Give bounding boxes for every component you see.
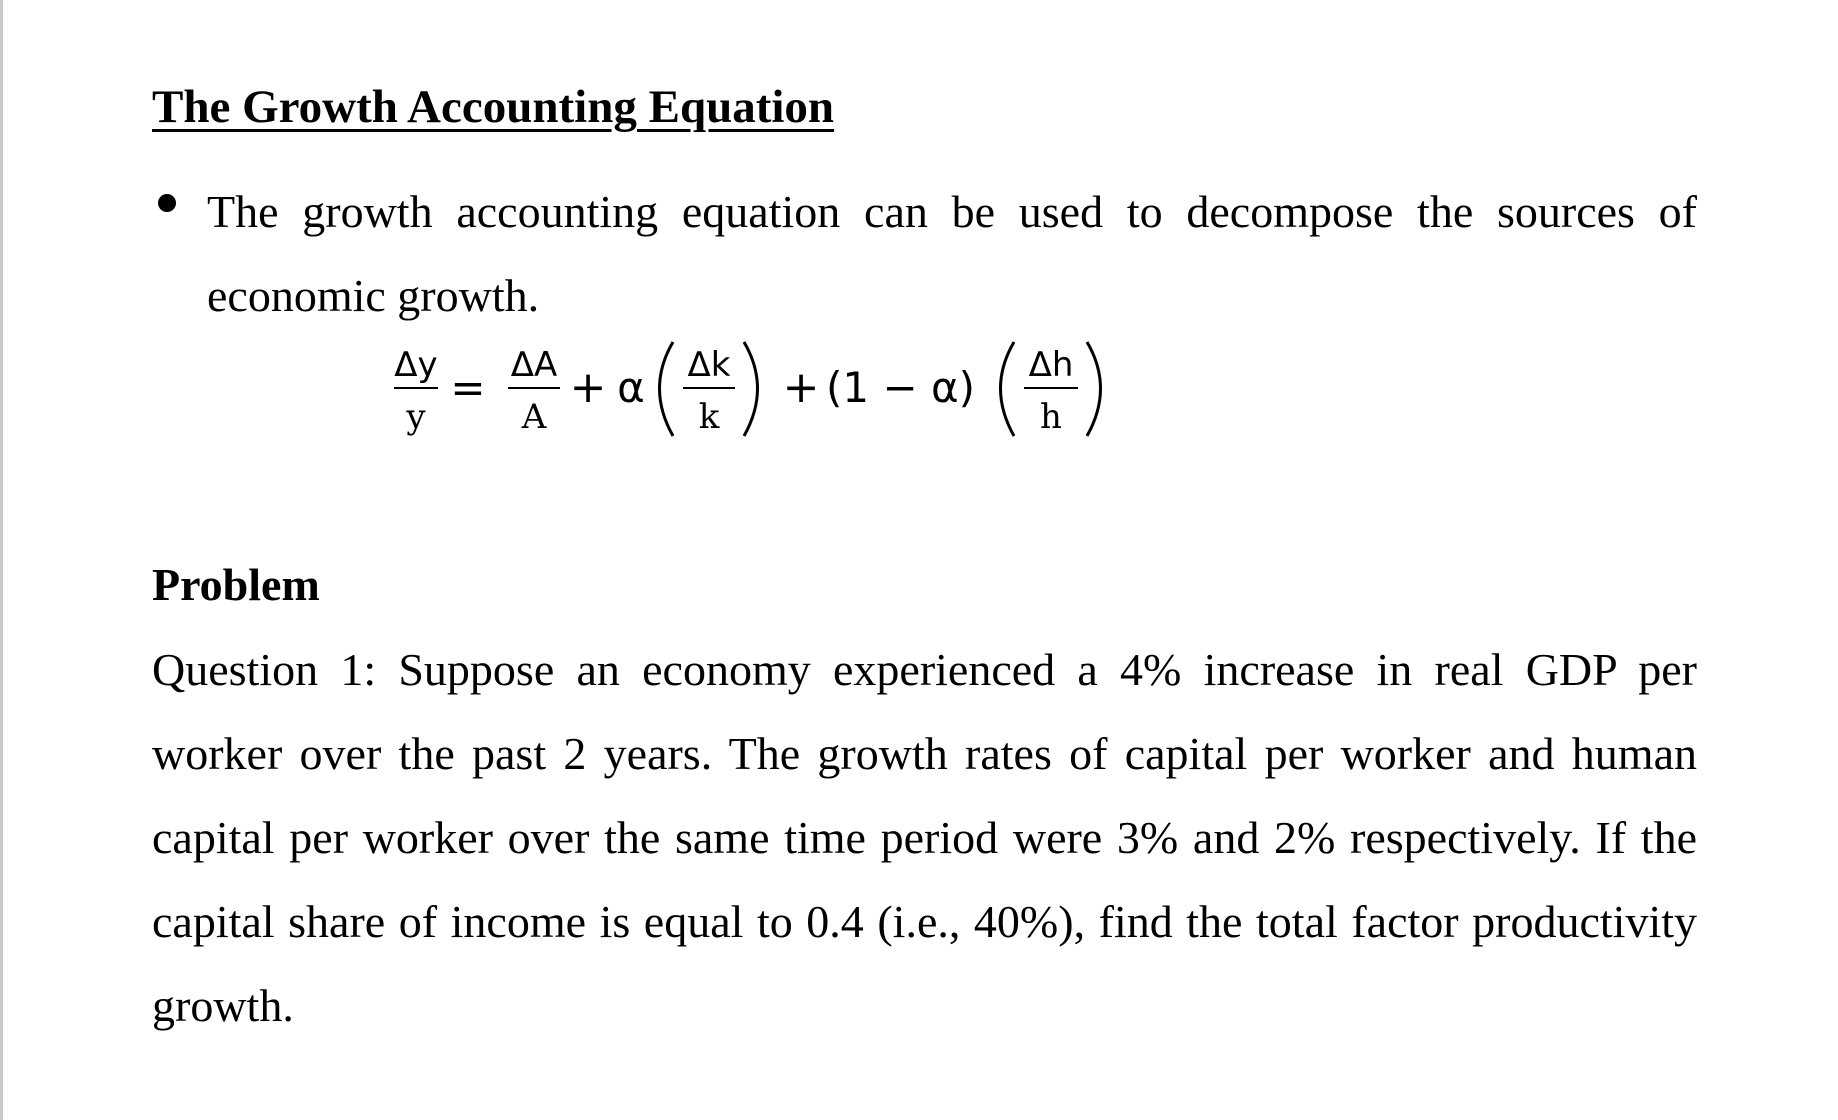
right-paren-2 — [1087, 342, 1101, 436]
term2-denominator: k — [698, 397, 720, 437]
term2-numerator: Δk — [687, 345, 731, 385]
term1-numerator: ΔA — [510, 345, 558, 385]
left-paren-2 — [1001, 342, 1015, 436]
page-left-border — [0, 0, 3, 1120]
equals-sign: = — [450, 363, 486, 412]
lhs-numerator: Δy — [394, 345, 438, 385]
bullet-icon — [158, 194, 176, 212]
term1-denominator: A — [521, 397, 547, 437]
left-paren-1 — [660, 342, 674, 436]
question-text: Question 1: Suppose an economy experienced a 4% increase in real GDP per worker over the past 2 years. The growth rates of capital per worker and human capital per worker over the same time period were 3% and 2% respectively. If the capital share of income is equal to 0.4 (i.e., 40%), find the total factor productivity growth. — [152, 644, 1697, 1031]
lhs-denominator: y — [406, 397, 426, 437]
bullet-text: The growth accounting equation can be used to decompose the sources of economic growth. — [207, 186, 1697, 321]
term3-numerator: Δh — [1028, 345, 1074, 385]
labor-share-coefficient: (1 − α) — [826, 363, 976, 412]
right-paren-1 — [744, 342, 758, 436]
growth-accounting-equation — [376, 330, 1276, 480]
plus-sign-1: + — [569, 362, 607, 413]
term3-denominator: h — [1040, 397, 1062, 437]
plus-sign-2: + — [782, 362, 820, 413]
section-heading: The Growth Accounting Equation — [152, 81, 835, 133]
alpha-symbol: α — [617, 363, 645, 412]
problem-heading: Problem — [152, 559, 320, 610]
